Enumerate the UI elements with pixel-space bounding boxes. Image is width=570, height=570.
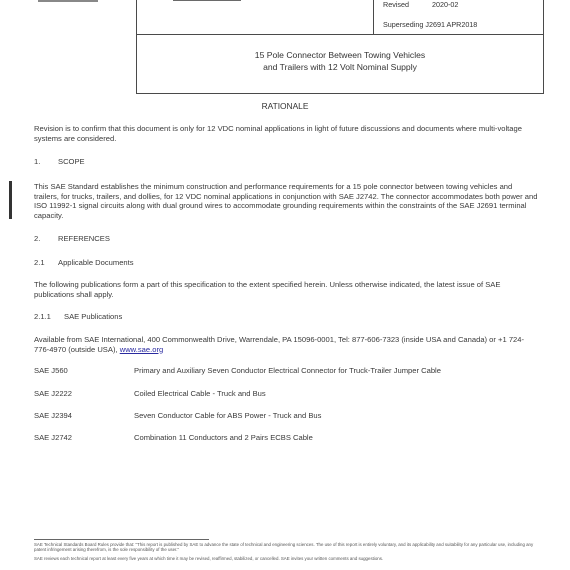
applicable-documents-heading	[34, 258, 134, 267]
revised-label: Revised	[383, 0, 409, 9]
header-box	[136, 0, 544, 94]
rationale-heading: RATIONALE	[261, 101, 309, 111]
references-title: REFERENCES	[58, 234, 110, 243]
applicable-documents-title: Applicable Documents	[58, 258, 134, 267]
sae-availability-body: Available from SAE International, 400 Commonwealth Drive, Warrendale, PA 15096-0001, Tel: 877-606-7323 (inside USA and Canada) or +1 724-776-4970 (outside USA),	[34, 335, 525, 354]
sae-website-link[interactable]: www.sae.org	[119, 344, 164, 354]
reference-title: Combination 11 Conductors and 2 Pairs ECBS Cable	[134, 433, 313, 442]
reference-code: SAE J560	[34, 366, 68, 375]
references-number: 2.	[34, 234, 41, 243]
reference-title: Primary and Auxiliary Seven Conductor Electrical Connector for Truck-Trailer Jumper Cable	[134, 366, 441, 375]
document-title-line-2: and Trailers with 12 Volt Nominal Supply	[263, 62, 417, 72]
footnote-standards-rules: SAE Technical Standards Board Rules provide that: "This report is published by SAE to advance the state of technical and engineering sciences. The use of this report is entirely voluntary, and its applicability and suitability for any particular use, including any patent infringement arising therefrom, is the sole responsibility of the user."	[34, 542, 534, 553]
reference-code: SAE J2742	[34, 433, 72, 442]
reference-code: SAE J2394	[34, 411, 72, 420]
scope-title: SCOPE	[58, 157, 85, 166]
reference-title: Coiled Electrical Cable - Truck and Bus	[134, 389, 266, 398]
revised-date: 2020-02	[432, 0, 459, 9]
header-divider-horizontal	[137, 34, 543, 35]
sae-publications-title: SAE Publications	[64, 312, 123, 321]
footnote-review-policy: SAE reviews each technical report at least every five years at which time it may be revised, reaffirmed, stabilized, or cancelled. SAE invites your written comments and suggestions.	[34, 556, 384, 561]
superseding-text: Superseding J2691 APR2018	[383, 20, 478, 29]
scope-text: This SAE Standard establishes the minimum construction and performance requirements for a 15 pole connector between towing vehicles and trailers, for trucks, trailers, and dollies, for 12 VDC nominal applications in conjunction with SAE J2742. The connector accommodates both power and ISO 11992-1 signal circuits along with dual ground wires to accommodate grounding requirements within the constraints of the SAE J2691 terminal capacity.	[34, 182, 538, 220]
sae-publications-heading	[34, 312, 122, 321]
applicable-documents-number: 2.1	[34, 258, 45, 267]
header-stub-mark	[173, 0, 241, 1]
scope-number: 1.	[34, 157, 41, 166]
applicable-documents-text: The following publications form a part of this specification to the extent specified herein. Unless otherwise indicated, the latest issue of SAE publications shall apply.	[34, 280, 501, 299]
reference-title: Seven Conductor Cable for ABS Power - Truck and Bus	[134, 411, 322, 420]
rationale-text: Revision is to confirm that this document is only for 12 VDC nominal applications in light of future discussions and documents where multi-voltage systems are considered.	[34, 124, 522, 143]
document-title-line-1: 15 Pole Connector Between Towing Vehicles	[254, 50, 426, 60]
scope-heading	[34, 157, 85, 166]
sae-publications-number: 2.1.1	[34, 312, 51, 321]
revision-bar	[9, 181, 12, 219]
sae-availability-text	[34, 335, 538, 354]
references-heading	[34, 234, 110, 243]
header-divider-vertical	[373, 0, 374, 34]
header-top-rule	[38, 0, 98, 2]
reference-code: SAE J2222	[34, 389, 72, 398]
footer-rule	[34, 539, 209, 540]
